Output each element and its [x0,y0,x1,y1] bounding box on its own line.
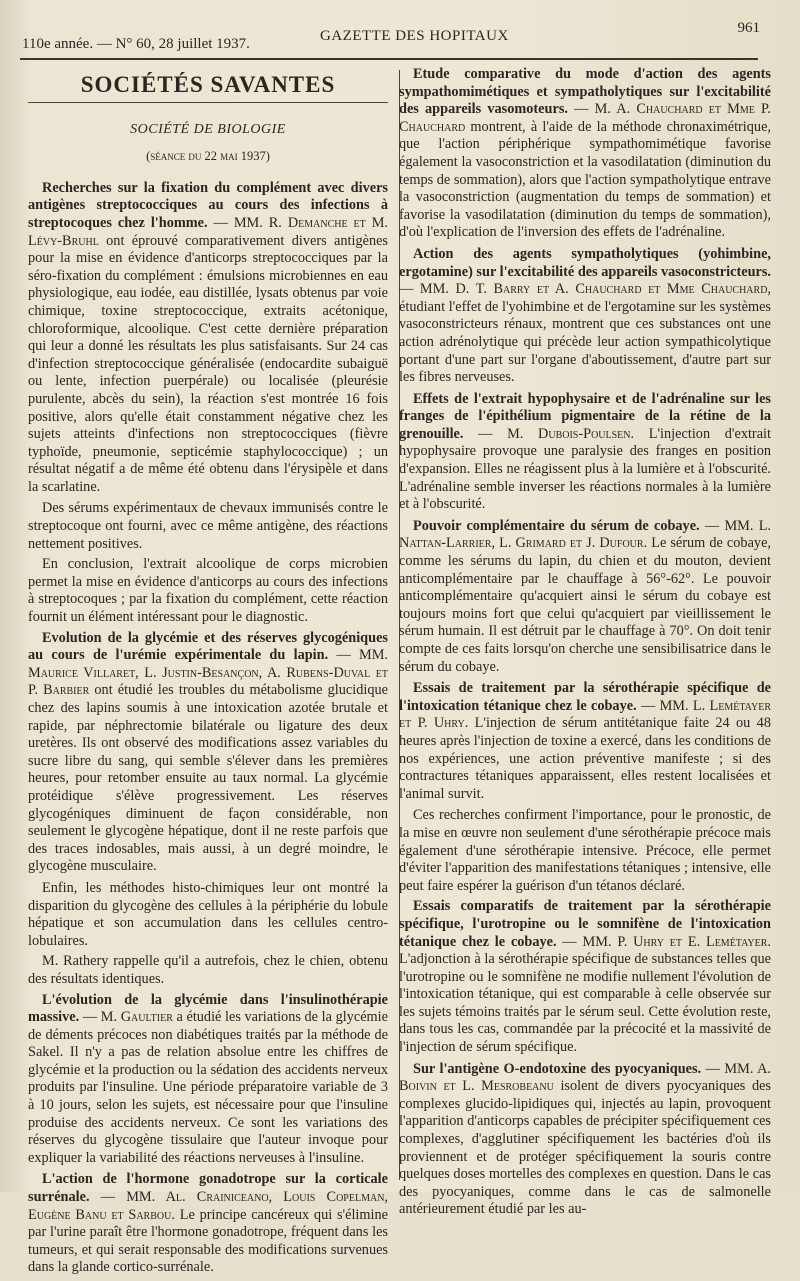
article-paragraph: Des sérums expérimentaux de chevaux immunisés contre le streptocoque ont fourni, avec ce même antigène, des réactions nettement positives. [28,500,388,552]
article-body: ont éprouvé comparativement divers antigènes pour la mise en évidence d'anticorps streptococciques par la séro-fixation du complément : émulsions microbiennes en eau physiologique, eau iodée, eau distillée, lysats obtenus par voie chimique, toxine streptococcique, extraits acétonique, chloroformique, alcoolique. C'est cette dernière préparation qui leur a donné les résultats les plus satisfaisants. Sur 24 cas d'infection streptococcique généralisée (endocardite subaiguë ou lente, infection puerpérale) ou localisée (pleurésie purulente, abcès du sein), la réaction s'est montrée 16 fois positive, alors qu'elle était constamment négative chez les sujets atteints d'infections non streptococciques (fièvre typhoïde, pneumonie, septicémie staphylococcique) ; un résultat négatif a de même été obtenu dans l'érysipèle et dans la scarlatine. [28,232,388,495]
right-column [399,66,771,1223]
article [28,992,388,1168]
session-date: (séance du 22 mai 1937) [146,149,270,164]
article-authors: — MM. L. Nattan-Larrier, L. Grimard et J. Dufour. [399,517,772,552]
article [399,518,771,676]
article-paragraph: Enfin, les méthodes histo-chimiques leur ont montré la disparition du glycogène des cellules à la périphérie du lobule hépatique et son accumulation dans les cellules centro-lobulaires. [28,879,388,949]
society-heading: SOCIÉTÉ DE BIOLOGIE [130,121,286,137]
article-body: montrent, à l'aide de la méthode chronaximétrique, que l'action périphérique sympathomimétique favorise également la vasoconstriction et la vasodilatation (diminution du temps de sommation), alors que l'action sympatholytique entrave la vasoconstriction (augmentation du temps de sommation) et favorise la vasodilatation (diminution du temps de sommation), d'où l'explication de l'inversion des effets de l'adrénaline. [399,118,771,241]
article-title: L'action de l'hormone gonadotrope sur la corticale surrénale. [28,1171,388,1206]
page-number: 961 [737,20,760,36]
article [399,1061,771,1219]
article-title: Evolution de la glycémie et des réserves glycogéniques au cours de l'urémie expérimentale du lapin. [28,629,388,664]
article-authors: — MM. A. Boivin et L. Mesrobeanu [399,1060,771,1095]
article-body: ont étudié les troubles du métabolisme glucidique chez des lapins soumis à une intoxication azotée brutale et rapide, par néphrectomie bilatérale ou ligature des deux uretères. Ils ont observé des modifications assez variables du sucre libre du sang, qui semble s'élever dans les premières heures, pour retomber ensuite au taux normal. La glycémie protéidique s'élève progressivement. Les réserves glycogéniques diminuent de façon considérable, non seulement le glycogène hépatique, dont il ne reste parfois que des traces indosables, mais aussi, à un degré moindre, le glycogène musculaire. [28,682,388,875]
article-title: Etude comparative du mode d'action des agents sympathomimétiques et sympatholytiques sur l'excitabilité des appareils vasomoteurs. [399,66,771,118]
article-authors: — MM. L. Lemétayer et P. Uhry. [399,697,771,732]
article-authors: — M. Dubois-Poulsen. [463,425,635,442]
article-authors: — MM. Al. Crainiceano, Louis Copelman, Eugène Banu et Sarbou. [28,1189,388,1223]
article-authors: — MM. P. Uhry et E. Lemétayer. [556,933,771,950]
article-title: Sur l'antigène O-endotoxine des pyocyaniques. [413,1060,702,1077]
journal-title: GAZETTE DES HOPITAUX [320,28,509,44]
left-column [28,66,388,1281]
article [28,630,388,876]
article-body: a étudié les variations de la glycémie de déments précoces non diabétiques traités par la méthode de Sakel. Il n'y a pas de relation absolue entre les chiffres de glycémie et la production ou la sédation des accidents nerveux produits par l'insuline. Une période préparatoire variable de 3 à 10 jours, selon les sujets, est nécessaire pour que l'insuline produise des accidents nerveux. Ce sont les variations des réserves du glycogène tissulaire que l'auteur invoque pour expliquer la variabilité des réactions nerveuses à l'insuline. [28,1009,388,1166]
issue-info: 110e année. — N° 60, 28 juillet 1937. [22,36,250,52]
section-title: SOCIÉTÉS SAVANTES [28,76,388,103]
article [28,1171,388,1277]
article-paragraph: En conclusion, l'extrait alcoolique de corps microbien permet la mise en évidence d'anticorps au cours des infections à streptocoques ; par la fixation du complément, cette réaction fournit un élément intéressant pour le diagnostic. [28,556,388,626]
article-authors: — M. A. Chauchard et Mme P. Chauchard [399,101,771,135]
article-authors: — MM. Maurice Villaret, L. Justin-Besançon, A. Rubens-Duval et P. Barbier [28,647,388,699]
article-body: L'adjonction à la sérothérapie spécifique de substances telles que l'urotropine ou le somnifène ne modifie nullement l'évolution de l'intoxication tétanique, qui est comparable à celle observée sur les sujets témoins traités par le sérum seul. Cette évolution reste, dans tous les cas, commandée par la précocité et la massivité de l'injection de sérum spécifique. [399,951,771,1056]
article [399,898,771,1056]
header-rule [20,58,758,60]
article-title: Recherches sur la fixation du complément avec divers antigènes streptococciques au cours des infections à streptocoques chez l'homme. [28,179,388,231]
article-body: Le sérum de cobaye, comme les sérums du lapin, du chien et du mouton, devient anticomplémentaire par le chauffage à 56°-62°. Le pouvoir anticomplémentaire qu'acquiert ainsi le sérum du cobaye est toujours moins fort que celui qu'acquiert par vieillissement le sérum humain. Il est détruit par le chauffage à 70°. On doit tenir compte de ces faits lorsqu'on cherche une sensibilisatrice dans le sérum du cobaye. [399,535,771,675]
article-body: étudiant l'effet de l'yohimbine et de l'ergotamine sur les systèmes vasoconstricteurs rénaux, montrent que ces substances ont une action adrénolytique qui précède leur action sympathicolytique portant d'une part sur l'organe d'aboutissement, d'autre part sur les fibres nerveuses. [399,298,771,386]
article-body: L'injection d'extrait hypophysaire provoque une paralysie des franges en position d'expansion. Elles ne réagissent plus à la lumière et à l'obscurité. L'adrénaline semble inverser les réactions normales à la lumière et à l'obscurité. [399,425,771,513]
article-title: Essais comparatifs de traitement par la sérothérapie spécifique, l'urotropine ou le somnifène de l'intoxication tétanique chez le cobaye. [399,898,771,950]
article-authors: — M. Gaultier [79,1009,173,1026]
article-title: Pouvoir complémentaire du sérum de cobaye. [413,517,700,534]
article-authors: — MM. D. T. Barry et A. Chauchard et Mme Chauchard, [399,281,771,298]
article-title: Action des agents sympatholytiques (yohimbine, ergotamine) sur l'excitabilité des appareils vasoconstricteurs. [399,245,771,280]
article-authors: — MM. R. Demanche et M. Lévy-Bruhl [28,214,389,249]
article-title: Effets de l'extrait hypophysaire et de l'adrénaline sur les franges de l'épithélium pigmentaire de la rétine de la grenouille. [399,390,771,442]
article [28,180,388,497]
article-body: isolent de divers pyocyaniques des complexes glucido-lipidiques qui, injectés au lapin, provoquent l'apparition d'anticorps capables de précipiter spécifiquement ces complexes, d'agglutiner spécifiquement les bactéries d'où ils proviennent et de protéger spécifiquement la souris contre quelques doses mortelles des complexes en question. Dans le cas des pyocyaniques, comme dans le cas de salmonelle antérieurement étudié par les au- [399,1078,771,1218]
article [399,66,771,242]
article-body: Le principe cancéreux qui s'élimine par l'urine paraît être l'hormone gonadotrope, fréquent dans les tumeurs, et qui serait responsable des modifications survenues dans la glande cortico-surrénale. [28,1206,388,1276]
article [399,680,771,803]
article [399,391,771,514]
running-header [20,18,760,58]
left-articles [28,180,388,1277]
article-paragraph: M. Rathery rappelle qu'il a autrefois, chez le chien, obtenu des résultats identiques. [28,953,388,987]
article-paragraph: Ces recherches confirment l'importance, pour le pronostic, de la mise en œuvre non seulement d'une sérothérapie précoce mais également d'une sérothérapie intensive. Précoce, elle permet d'éviter l'apparition des manifestations tétaniques ; intensive, elle peut faire espérer la guérison d'un tétanos déclaré. [399,807,771,894]
article [399,246,771,387]
article-title: Essais de traitement par la sérothérapie spécifique de l'intoxication tétanique chez le cobaye. [399,680,771,714]
article-body: L'injection de sérum antitétanique faite 24 ou 48 heures après l'injection de toxine a exercé, dans les conditions de nos expériences, une action préventive manifeste ; si des contractures tétaniques apparaissent, elles restent localisées et l'animal survit. [399,715,771,802]
article-title: L'évolution de la glycémie dans l'insulinothérapie massive. [28,991,388,1026]
right-articles [399,66,771,1219]
